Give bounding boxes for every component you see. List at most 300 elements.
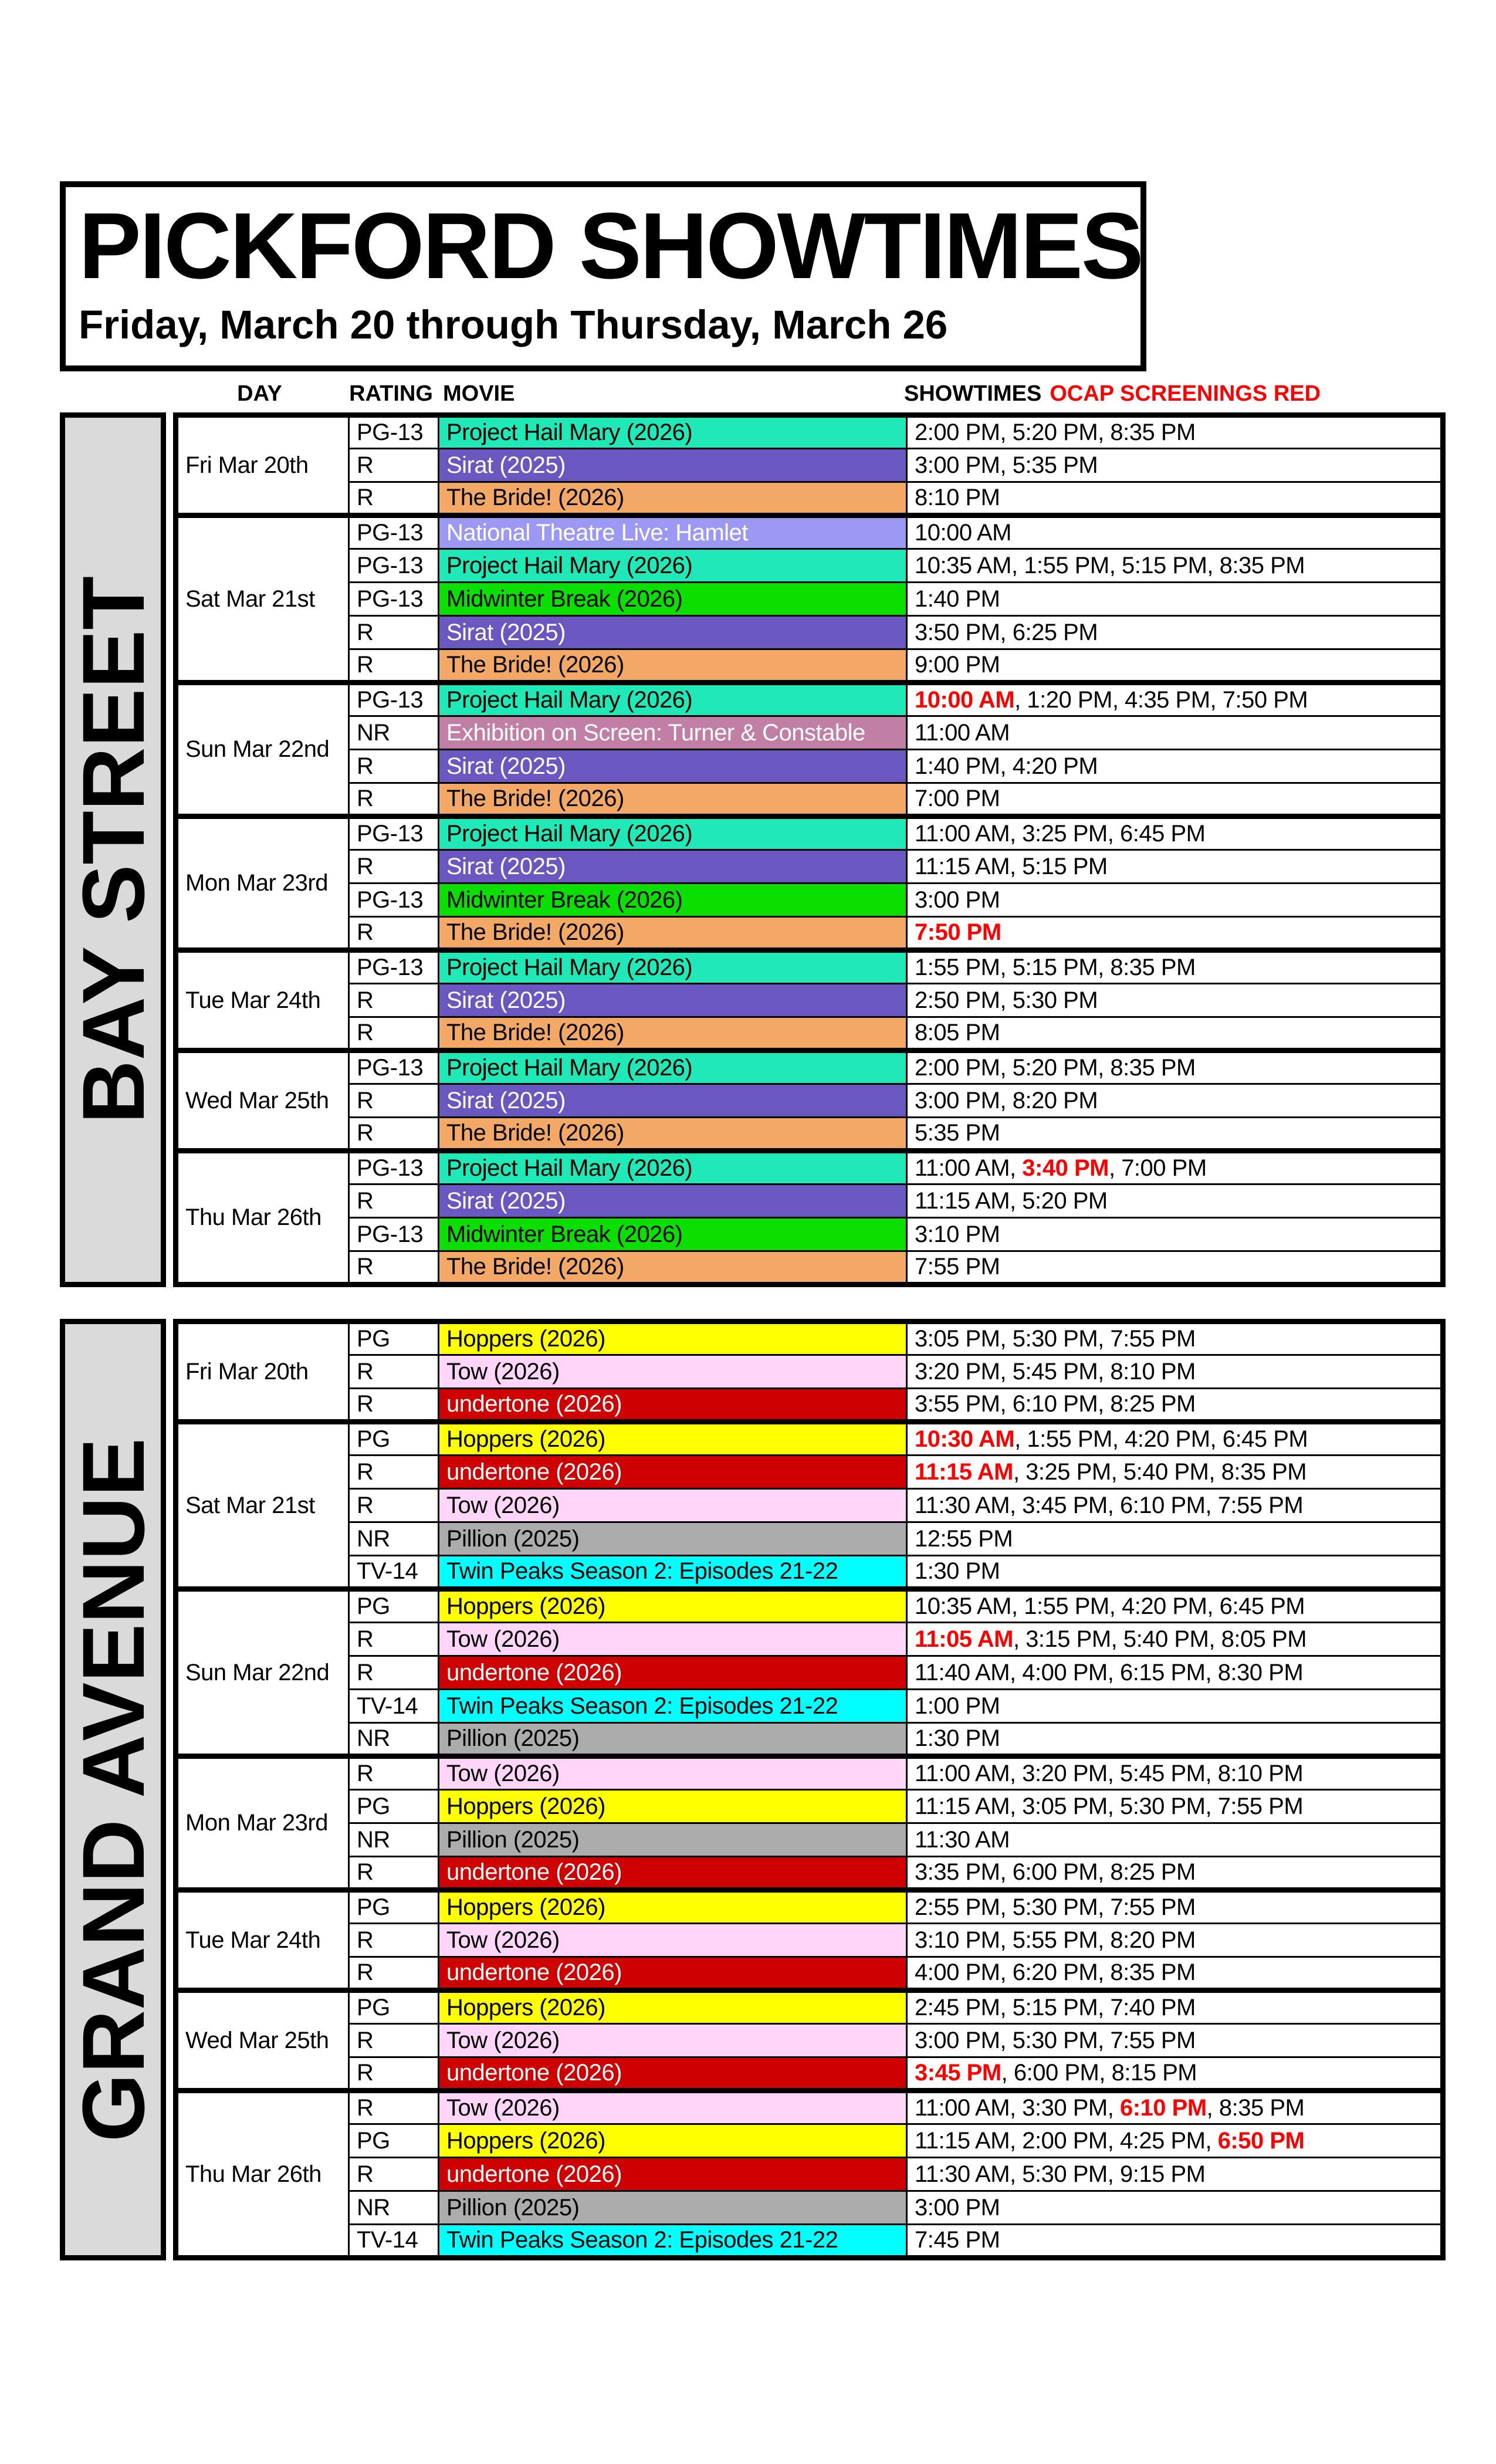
rating-cell: R xyxy=(349,750,439,783)
showtime: 1:30 PM xyxy=(915,1725,1000,1752)
showtimes-cell: 3:50 PM, 6:25 PM xyxy=(907,616,1443,649)
rating-cell: PG-13 xyxy=(349,817,439,850)
showtimes-cell xyxy=(907,516,1443,549)
movie-cell: Tow (2026) xyxy=(439,1355,907,1389)
rating-cell: PG xyxy=(349,2124,439,2158)
showtimes-cell: 1:40 PM, 4:20 PM xyxy=(907,750,1443,783)
showtime: 4:00 PM xyxy=(915,1959,1000,1986)
rating-cell: R xyxy=(349,917,439,950)
rating-cell: PG-13 xyxy=(349,415,439,449)
showtime-row xyxy=(176,449,1443,482)
movie-cell: Twin Peaks Season 2: Episodes 21-22 xyxy=(439,1556,907,1589)
showtime: 11:15 AM xyxy=(915,1793,1010,1819)
column-header-rating: RATING xyxy=(349,381,433,406)
movie-cell: undertone (2026) xyxy=(439,1656,907,1690)
showtime: 8:25 PM xyxy=(1110,1859,1196,1886)
showtime-row xyxy=(176,750,1443,783)
showtime-row xyxy=(176,1823,1443,1857)
showtime: 10:35 AM xyxy=(915,1593,1012,1620)
showtimes-cell: 3:00 PM, 5:35 PM xyxy=(907,449,1443,482)
rating-cell: PG xyxy=(349,1790,439,1823)
venue-section-bay-street xyxy=(60,412,1496,1287)
movie-cell: undertone (2026) xyxy=(439,2057,907,2091)
showtime: 6:10 PM xyxy=(1012,1391,1098,1417)
showtimes-cell xyxy=(907,1690,1443,1723)
showtime: 4:00 PM xyxy=(1022,1659,1108,1685)
showtime: 3:20 PM xyxy=(1022,1761,1108,1787)
movie-cell: National Theatre Live: Hamlet xyxy=(439,516,907,549)
movie-cell: Sirat (2025) xyxy=(439,850,907,884)
movie-cell: undertone (2026) xyxy=(439,1857,907,1890)
showtime-row xyxy=(176,2158,1443,2191)
showtime: 3:10 PM xyxy=(915,1927,1000,1953)
showtime: 11:30 AM xyxy=(915,1492,1010,1518)
showtime: 6:15 PM xyxy=(1119,1659,1206,1685)
page-title: PICKFORD SHOWTIMES xyxy=(79,193,1142,298)
venue-sections xyxy=(60,412,1496,2260)
rating-cell: R xyxy=(349,1957,439,1991)
showtime: 3:25 PM xyxy=(1025,1458,1111,1485)
showtime-row xyxy=(176,583,1443,616)
showtime: 6:45 PM xyxy=(1222,1426,1308,1453)
day-cell: Sun Mar 22nd xyxy=(176,683,349,817)
showtime-row xyxy=(176,1456,1443,1489)
showtime-row xyxy=(176,1218,1443,1251)
movie-cell: Hoppers (2026) xyxy=(439,1422,907,1456)
showtime-row xyxy=(176,1756,1443,1790)
showtimes-cell xyxy=(907,583,1443,616)
rating-cell: R xyxy=(349,783,439,817)
rating-cell: PG-13 xyxy=(349,950,439,984)
day-cell: Fri Mar 20th xyxy=(176,415,349,516)
showtime: 1:40 PM xyxy=(915,585,1000,612)
rating-cell: NR xyxy=(349,1522,439,1556)
showtimes-cell: 3:00 PM, 5:30 PM, 7:55 PM xyxy=(907,2024,1443,2057)
showtime: 8:35 PM xyxy=(1219,2095,1305,2121)
showtime: 11:30 AM xyxy=(915,2161,1010,2187)
showtimes-cell: 11:40 AM, 4:00 PM, 6:15 PM, 8:30 PM xyxy=(907,1656,1443,1690)
showtimes-cell xyxy=(907,917,1443,950)
movie-cell: Tow (2026) xyxy=(439,1623,907,1656)
showtime: 7:50 PM xyxy=(1222,687,1308,713)
showtime-row xyxy=(176,1084,1443,1118)
movie-cell: Midwinter Break (2026) xyxy=(439,583,907,616)
showtime: 8:35 PM xyxy=(1219,552,1305,578)
showtimes-cell xyxy=(907,716,1443,750)
showtime-row xyxy=(176,616,1443,649)
showtime-row xyxy=(176,1184,1443,1218)
showtimes-cell: 2:00 PM, 5:20 PM, 8:35 PM xyxy=(907,1051,1443,1084)
showtime: 1:20 PM xyxy=(1027,687,1112,713)
showtime-row xyxy=(176,683,1443,716)
movie-cell: Hoppers (2026) xyxy=(439,1890,907,1924)
showtime-row xyxy=(176,1355,1443,1389)
ocap-showtime: 7:50 PM xyxy=(915,919,1001,946)
showtime: 11:00 AM xyxy=(915,1155,1010,1182)
showtime: 8:10 PM xyxy=(1217,1761,1304,1787)
showtime: 5:45 PM xyxy=(1119,1761,1206,1787)
rating-cell: NR xyxy=(349,2191,439,2225)
movie-cell: undertone (2026) xyxy=(439,1456,907,1489)
movie-cell: undertone (2026) xyxy=(439,2158,907,2191)
showtimes-cell: 11:00 AM, 3:30 PM, 6:10 PM, 8:35 PM xyxy=(907,2091,1443,2124)
showtimes-cell: 11:00 AM, 3:25 PM, 6:45 PM xyxy=(907,817,1443,850)
showtimes-cell xyxy=(907,2191,1443,2225)
showtime-row xyxy=(176,516,1443,549)
showtime-row xyxy=(176,1489,1443,1522)
showtime-row xyxy=(176,2124,1443,2158)
rating-cell: R xyxy=(349,1456,439,1489)
showtime: 5:30 PM xyxy=(1012,1326,1098,1352)
showtime: 3:20 PM xyxy=(915,1358,1000,1385)
rating-cell: PG-13 xyxy=(349,683,439,716)
movie-cell: Project Hail Mary (2026) xyxy=(439,950,907,984)
showtime: 5:30 PM xyxy=(1012,2027,1098,2053)
rating-cell: R xyxy=(349,1489,439,1522)
showtime-row xyxy=(176,2091,1443,2124)
showtime: 1:55 PM xyxy=(915,955,1000,981)
date-range: Friday, March 20 through Thursday, March 26 xyxy=(79,302,948,348)
showtime-row xyxy=(176,884,1443,917)
showtime: 5:40 PM xyxy=(1123,1458,1209,1485)
movie-cell: Hoppers (2026) xyxy=(439,2124,907,2158)
showtime: 10:00 AM xyxy=(915,520,1012,546)
rating-cell: R xyxy=(349,1857,439,1890)
showtime: 5:20 PM xyxy=(1012,419,1098,446)
showtime-row xyxy=(176,1251,1443,1285)
showtime: 8:30 PM xyxy=(1217,1659,1304,1685)
showtime: 7:55 PM xyxy=(1110,2027,1196,2053)
showtime: 3:30 PM xyxy=(1022,2095,1108,2121)
rating-cell: R xyxy=(349,1623,439,1656)
showtime-row xyxy=(176,1151,1443,1184)
showtime: 6:20 PM xyxy=(1012,1959,1098,1986)
movie-cell: Project Hail Mary (2026) xyxy=(439,683,907,716)
day-cell: Tue Mar 24th xyxy=(176,1890,349,1991)
showtime: 5:55 PM xyxy=(1012,1927,1098,1953)
showtimes-cell xyxy=(907,1522,1443,1556)
showtimes-cell: 11:15 AM, 3:05 PM, 5:30 PM, 7:55 PM xyxy=(907,1790,1443,1823)
showtimes-cell xyxy=(907,1218,1443,1251)
showtime: 1:00 PM xyxy=(915,1693,1000,1719)
showtimes-cell: 11:15 AM, 5:15 PM xyxy=(907,850,1443,884)
showtime-row xyxy=(176,1389,1443,1422)
showtime-row xyxy=(176,1623,1443,1656)
showtime: 12:55 PM xyxy=(915,1525,1013,1552)
showtimes-cell xyxy=(907,884,1443,917)
showtime: 1:55 PM xyxy=(1027,1426,1112,1453)
showtime: 3:00 PM xyxy=(915,2027,1000,2053)
showtime-row xyxy=(176,1790,1443,1823)
showtime: 2:00 PM xyxy=(915,419,1000,446)
venue-name: BAY STREET xyxy=(63,576,163,1124)
showtime-row xyxy=(176,2225,1443,2258)
showtime-row xyxy=(176,649,1443,683)
rating-cell: R xyxy=(349,2158,439,2191)
showtime-row xyxy=(176,415,1443,449)
showtimes-cell: 11:05 AM, 3:15 PM, 5:40 PM, 8:05 PM xyxy=(907,1623,1443,1656)
showtime-row xyxy=(176,1890,1443,1924)
rating-cell: R xyxy=(349,984,439,1017)
showtime: 3:15 PM xyxy=(1025,1626,1111,1652)
ocap-showtime: 10:30 AM xyxy=(915,1426,1015,1453)
showtime: 3:05 PM xyxy=(915,1326,1000,1352)
showtime-row xyxy=(176,817,1443,850)
movie-cell: Pillion (2025) xyxy=(439,1723,907,1756)
showtime: 4:20 PM xyxy=(1125,1426,1210,1453)
showtime: 11:15 AM xyxy=(915,2127,1010,2154)
showtime: 6:45 PM xyxy=(1119,821,1206,847)
showtime: 3:50 PM xyxy=(915,619,1000,645)
showtime: 7:00 PM xyxy=(915,786,1000,812)
showtime: 3:45 PM xyxy=(1022,1492,1108,1518)
showtime: 9:00 PM xyxy=(915,652,1000,678)
showtime: 11:15 AM xyxy=(915,853,1010,879)
movie-cell: Pillion (2025) xyxy=(439,2191,907,2225)
showtime: 7:55 PM xyxy=(1110,1894,1196,1921)
showtime: 1:30 PM xyxy=(915,1558,1000,1585)
day-cell: Sat Mar 21st xyxy=(176,1422,349,1589)
rating-cell: TV-14 xyxy=(349,2225,439,2258)
showtime-row xyxy=(176,716,1443,750)
ocap-showtime: 6:50 PM xyxy=(1217,2127,1305,2154)
showtime-row xyxy=(176,1589,1443,1623)
rating-cell: PG-13 xyxy=(349,583,439,616)
showtime: 5:30 PM xyxy=(1022,2161,1108,2187)
showtime: 3:00 PM xyxy=(915,1087,1000,1113)
showtime: 8:10 PM xyxy=(1110,1358,1196,1385)
movie-cell: Pillion (2025) xyxy=(439,1823,907,1857)
showtime-row xyxy=(176,1118,1443,1151)
showtime: 5:15 PM xyxy=(1022,853,1108,879)
showtime-row xyxy=(176,783,1443,817)
showtime: 11:00 AM xyxy=(915,719,1010,746)
day-cell: Sat Mar 21st xyxy=(176,516,349,683)
showtimes-cell xyxy=(907,783,1443,817)
movie-cell: undertone (2026) xyxy=(439,1957,907,1991)
rating-cell: R xyxy=(349,482,439,516)
showtimes-cell: 3:55 PM, 6:10 PM, 8:25 PM xyxy=(907,1389,1443,1422)
showtimes-cell xyxy=(907,2225,1443,2258)
showtime-row xyxy=(176,850,1443,884)
showtime: 7:55 PM xyxy=(1217,1793,1304,1819)
day-cell: Fri Mar 20th xyxy=(176,1322,349,1422)
movie-cell: Midwinter Break (2026) xyxy=(439,884,907,917)
showtime: 8:15 PM xyxy=(1111,2060,1197,2086)
movie-cell: Sirat (2025) xyxy=(439,1084,907,1118)
ocap-showtime: 3:45 PM xyxy=(915,2060,1001,2086)
day-cell: Tue Mar 24th xyxy=(176,950,349,1051)
venue-label-box xyxy=(60,1319,166,2260)
day-cell: Wed Mar 25th xyxy=(176,1991,349,2091)
movie-cell: The Bride! (2026) xyxy=(439,1017,907,1051)
rating-cell: NR xyxy=(349,716,439,750)
rating-cell: R xyxy=(349,1251,439,1285)
showtime: 9:15 PM xyxy=(1119,2161,1206,2187)
showtimes-table-grand-avenue xyxy=(173,1319,1446,2260)
rating-cell: R xyxy=(349,1084,439,1118)
showtimes-cell: 3:05 PM, 5:30 PM, 7:55 PM xyxy=(907,1322,1443,1355)
movie-cell: Sirat (2025) xyxy=(439,1184,907,1218)
day-cell: Mon Mar 23rd xyxy=(176,1756,349,1890)
rating-cell: R xyxy=(349,1656,439,1690)
showtime: 2:45 PM xyxy=(915,1995,1000,2021)
showtime: 4:25 PM xyxy=(1119,2127,1206,2154)
showtime-row xyxy=(176,1051,1443,1084)
showtime-row xyxy=(176,2057,1443,2091)
showtimes-cell: 1:55 PM, 5:15 PM, 8:35 PM xyxy=(907,950,1443,984)
movie-cell: Project Hail Mary (2026) xyxy=(439,1051,907,1084)
rating-cell: NR xyxy=(349,1823,439,1857)
showtime: 11:40 AM xyxy=(915,1659,1010,1685)
movie-cell: The Bride! (2026) xyxy=(439,649,907,683)
showtime-row xyxy=(176,1556,1443,1589)
day-cell: Thu Mar 26th xyxy=(176,2091,349,2258)
showtime: 11:00 AM xyxy=(915,2095,1010,2121)
rating-cell: PG-13 xyxy=(349,1151,439,1184)
rating-cell: R xyxy=(349,649,439,683)
showtime: 3:55 PM xyxy=(915,1391,1000,1417)
movie-cell: Tow (2026) xyxy=(439,1489,907,1522)
movie-cell: The Bride! (2026) xyxy=(439,783,907,817)
showtime: 5:15 PM xyxy=(1012,1995,1098,2021)
showtime: 1:55 PM xyxy=(1024,552,1109,578)
movie-cell: Hoppers (2026) xyxy=(439,1991,907,2024)
showtime: 8:35 PM xyxy=(1110,955,1196,981)
showtime-row xyxy=(176,1322,1443,1355)
showtime: 8:05 PM xyxy=(915,1020,1000,1046)
showtime-row xyxy=(176,1723,1443,1756)
showtime: 2:55 PM xyxy=(915,1894,1000,1921)
showtime-row xyxy=(176,917,1443,950)
showtime: 6:10 PM xyxy=(1119,1492,1206,1518)
movie-cell: The Bride! (2026) xyxy=(439,482,907,516)
movie-cell: Midwinter Break (2026) xyxy=(439,1218,907,1251)
rating-cell: R xyxy=(349,2024,439,2057)
showtimes-cell: 3:35 PM, 6:00 PM, 8:25 PM xyxy=(907,1857,1443,1890)
showtime-row xyxy=(176,1522,1443,1556)
showtime: 7:55 PM xyxy=(1217,1492,1304,1518)
showtime-row xyxy=(176,1656,1443,1690)
venue-section-grand-avenue xyxy=(60,1319,1496,2260)
movie-cell: Sirat (2025) xyxy=(439,449,907,482)
showtime-row xyxy=(176,1957,1443,1991)
showtime: 10:35 AM xyxy=(915,552,1012,578)
movie-cell: Tow (2026) xyxy=(439,1924,907,1957)
rating-cell: PG-13 xyxy=(349,884,439,917)
showtime: 6:00 PM xyxy=(1012,1859,1098,1886)
showtime: 5:35 PM xyxy=(915,1120,1000,1146)
showtime: 3:00 PM xyxy=(915,2194,1000,2221)
movie-cell: Tow (2026) xyxy=(439,2091,907,2124)
venue-name: GRAND AVENUE xyxy=(63,1437,163,2142)
showtime: 11:15 AM xyxy=(915,1187,1010,1214)
movie-cell: Tow (2026) xyxy=(439,1756,907,1790)
showtimes-cell xyxy=(907,1017,1443,1051)
showtimes-cell: 4:00 PM, 6:20 PM, 8:35 PM xyxy=(907,1957,1443,1991)
column-headers xyxy=(60,381,1496,407)
showtime: 1:55 PM xyxy=(1024,1593,1109,1620)
showtime: 8:05 PM xyxy=(1221,1626,1307,1652)
rating-cell: PG xyxy=(349,1422,439,1456)
movie-cell: Project Hail Mary (2026) xyxy=(439,1151,907,1184)
rating-cell: R xyxy=(349,1184,439,1218)
rating-cell: NR xyxy=(349,1723,439,1756)
movie-cell: Sirat (2025) xyxy=(439,984,907,1017)
movie-cell: undertone (2026) xyxy=(439,1389,907,1422)
movie-cell: Hoppers (2026) xyxy=(439,1589,907,1623)
movie-cell: The Bride! (2026) xyxy=(439,917,907,950)
movie-cell: Sirat (2025) xyxy=(439,616,907,649)
showtimes-cell: 2:50 PM, 5:30 PM xyxy=(907,984,1443,1017)
rating-cell: R xyxy=(349,449,439,482)
showtime-row xyxy=(176,2024,1443,2057)
showtime: 8:25 PM xyxy=(1110,1391,1196,1417)
movie-cell: Tow (2026) xyxy=(439,2024,907,2057)
showtime: 6:45 PM xyxy=(1219,1593,1305,1620)
showtime: 4:20 PM xyxy=(1012,753,1098,779)
showtime-row xyxy=(176,1991,1443,2024)
showtimes-cell: 11:15 AM, 3:25 PM, 5:40 PM, 8:35 PM xyxy=(907,1456,1443,1489)
showtime: 11:00 AM xyxy=(915,1761,1010,1787)
showtime: 5:30 PM xyxy=(1012,987,1098,1013)
movie-cell: Project Hail Mary (2026) xyxy=(439,415,907,449)
showtimes-cell: 3:45 PM, 6:00 PM, 8:15 PM xyxy=(907,2057,1443,2091)
showtime: 3:10 PM xyxy=(915,1221,1000,1247)
showtime-row xyxy=(176,2191,1443,2225)
movie-cell: Twin Peaks Season 2: Episodes 21-22 xyxy=(439,1690,907,1723)
movie-cell: Pillion (2025) xyxy=(439,1522,907,1556)
showtime: 5:15 PM xyxy=(1012,955,1098,981)
showtimes-cell: 2:45 PM, 5:15 PM, 7:40 PM xyxy=(907,1991,1443,2024)
rating-cell: PG-13 xyxy=(349,1218,439,1251)
rating-cell: R xyxy=(349,1389,439,1422)
showtimes-cell xyxy=(907,1723,1443,1756)
movie-cell: Hoppers (2026) xyxy=(439,1322,907,1355)
ocap-showtime: 10:00 AM xyxy=(915,687,1015,713)
rating-cell: R xyxy=(349,1924,439,1957)
showtime-row xyxy=(176,1422,1443,1456)
rating-cell: PG xyxy=(349,1322,439,1355)
showtimes-cell: 2:00 PM, 5:20 PM, 8:35 PM xyxy=(907,415,1443,449)
movie-cell: Hoppers (2026) xyxy=(439,1790,907,1823)
showtime: 8:35 PM xyxy=(1110,1055,1196,1081)
showtime-row xyxy=(176,1924,1443,1957)
showtime: 2:50 PM xyxy=(915,987,1000,1013)
rating-cell: PG-13 xyxy=(349,516,439,549)
ocap-showtime: 3:40 PM xyxy=(1022,1155,1109,1182)
showtimes-cell xyxy=(907,1556,1443,1589)
showtimes-cell xyxy=(907,1823,1443,1857)
rating-cell: PG-13 xyxy=(349,549,439,583)
showtime: 5:15 PM xyxy=(1121,552,1207,578)
rating-cell: R xyxy=(349,616,439,649)
rating-cell: R xyxy=(349,1118,439,1151)
showtime: 11:30 AM xyxy=(915,1826,1010,1853)
showtime: 8:35 PM xyxy=(1110,419,1196,446)
showtime: 5:45 PM xyxy=(1012,1358,1098,1385)
showtimes-cell: 10:00 AM, 1:20 PM, 4:35 PM, 7:50 PM xyxy=(907,683,1443,716)
movie-cell: Project Hail Mary (2026) xyxy=(439,549,907,583)
showtimes-cell: 11:30 AM, 5:30 PM, 9:15 PM xyxy=(907,2158,1443,2191)
showtime: 1:40 PM xyxy=(915,753,1000,779)
rating-cell: PG xyxy=(349,1991,439,2024)
showtime-row xyxy=(176,950,1443,984)
showtimes-cell: 10:35 AM, 1:55 PM, 5:15 PM, 8:35 PM xyxy=(907,549,1443,583)
showtimes-cell: 11:00 AM, 3:40 PM, 7:00 PM xyxy=(907,1151,1443,1184)
showtimes-cell: 11:00 AM, 3:20 PM, 5:45 PM, 8:10 PM xyxy=(907,1756,1443,1790)
header-box xyxy=(60,181,1146,371)
